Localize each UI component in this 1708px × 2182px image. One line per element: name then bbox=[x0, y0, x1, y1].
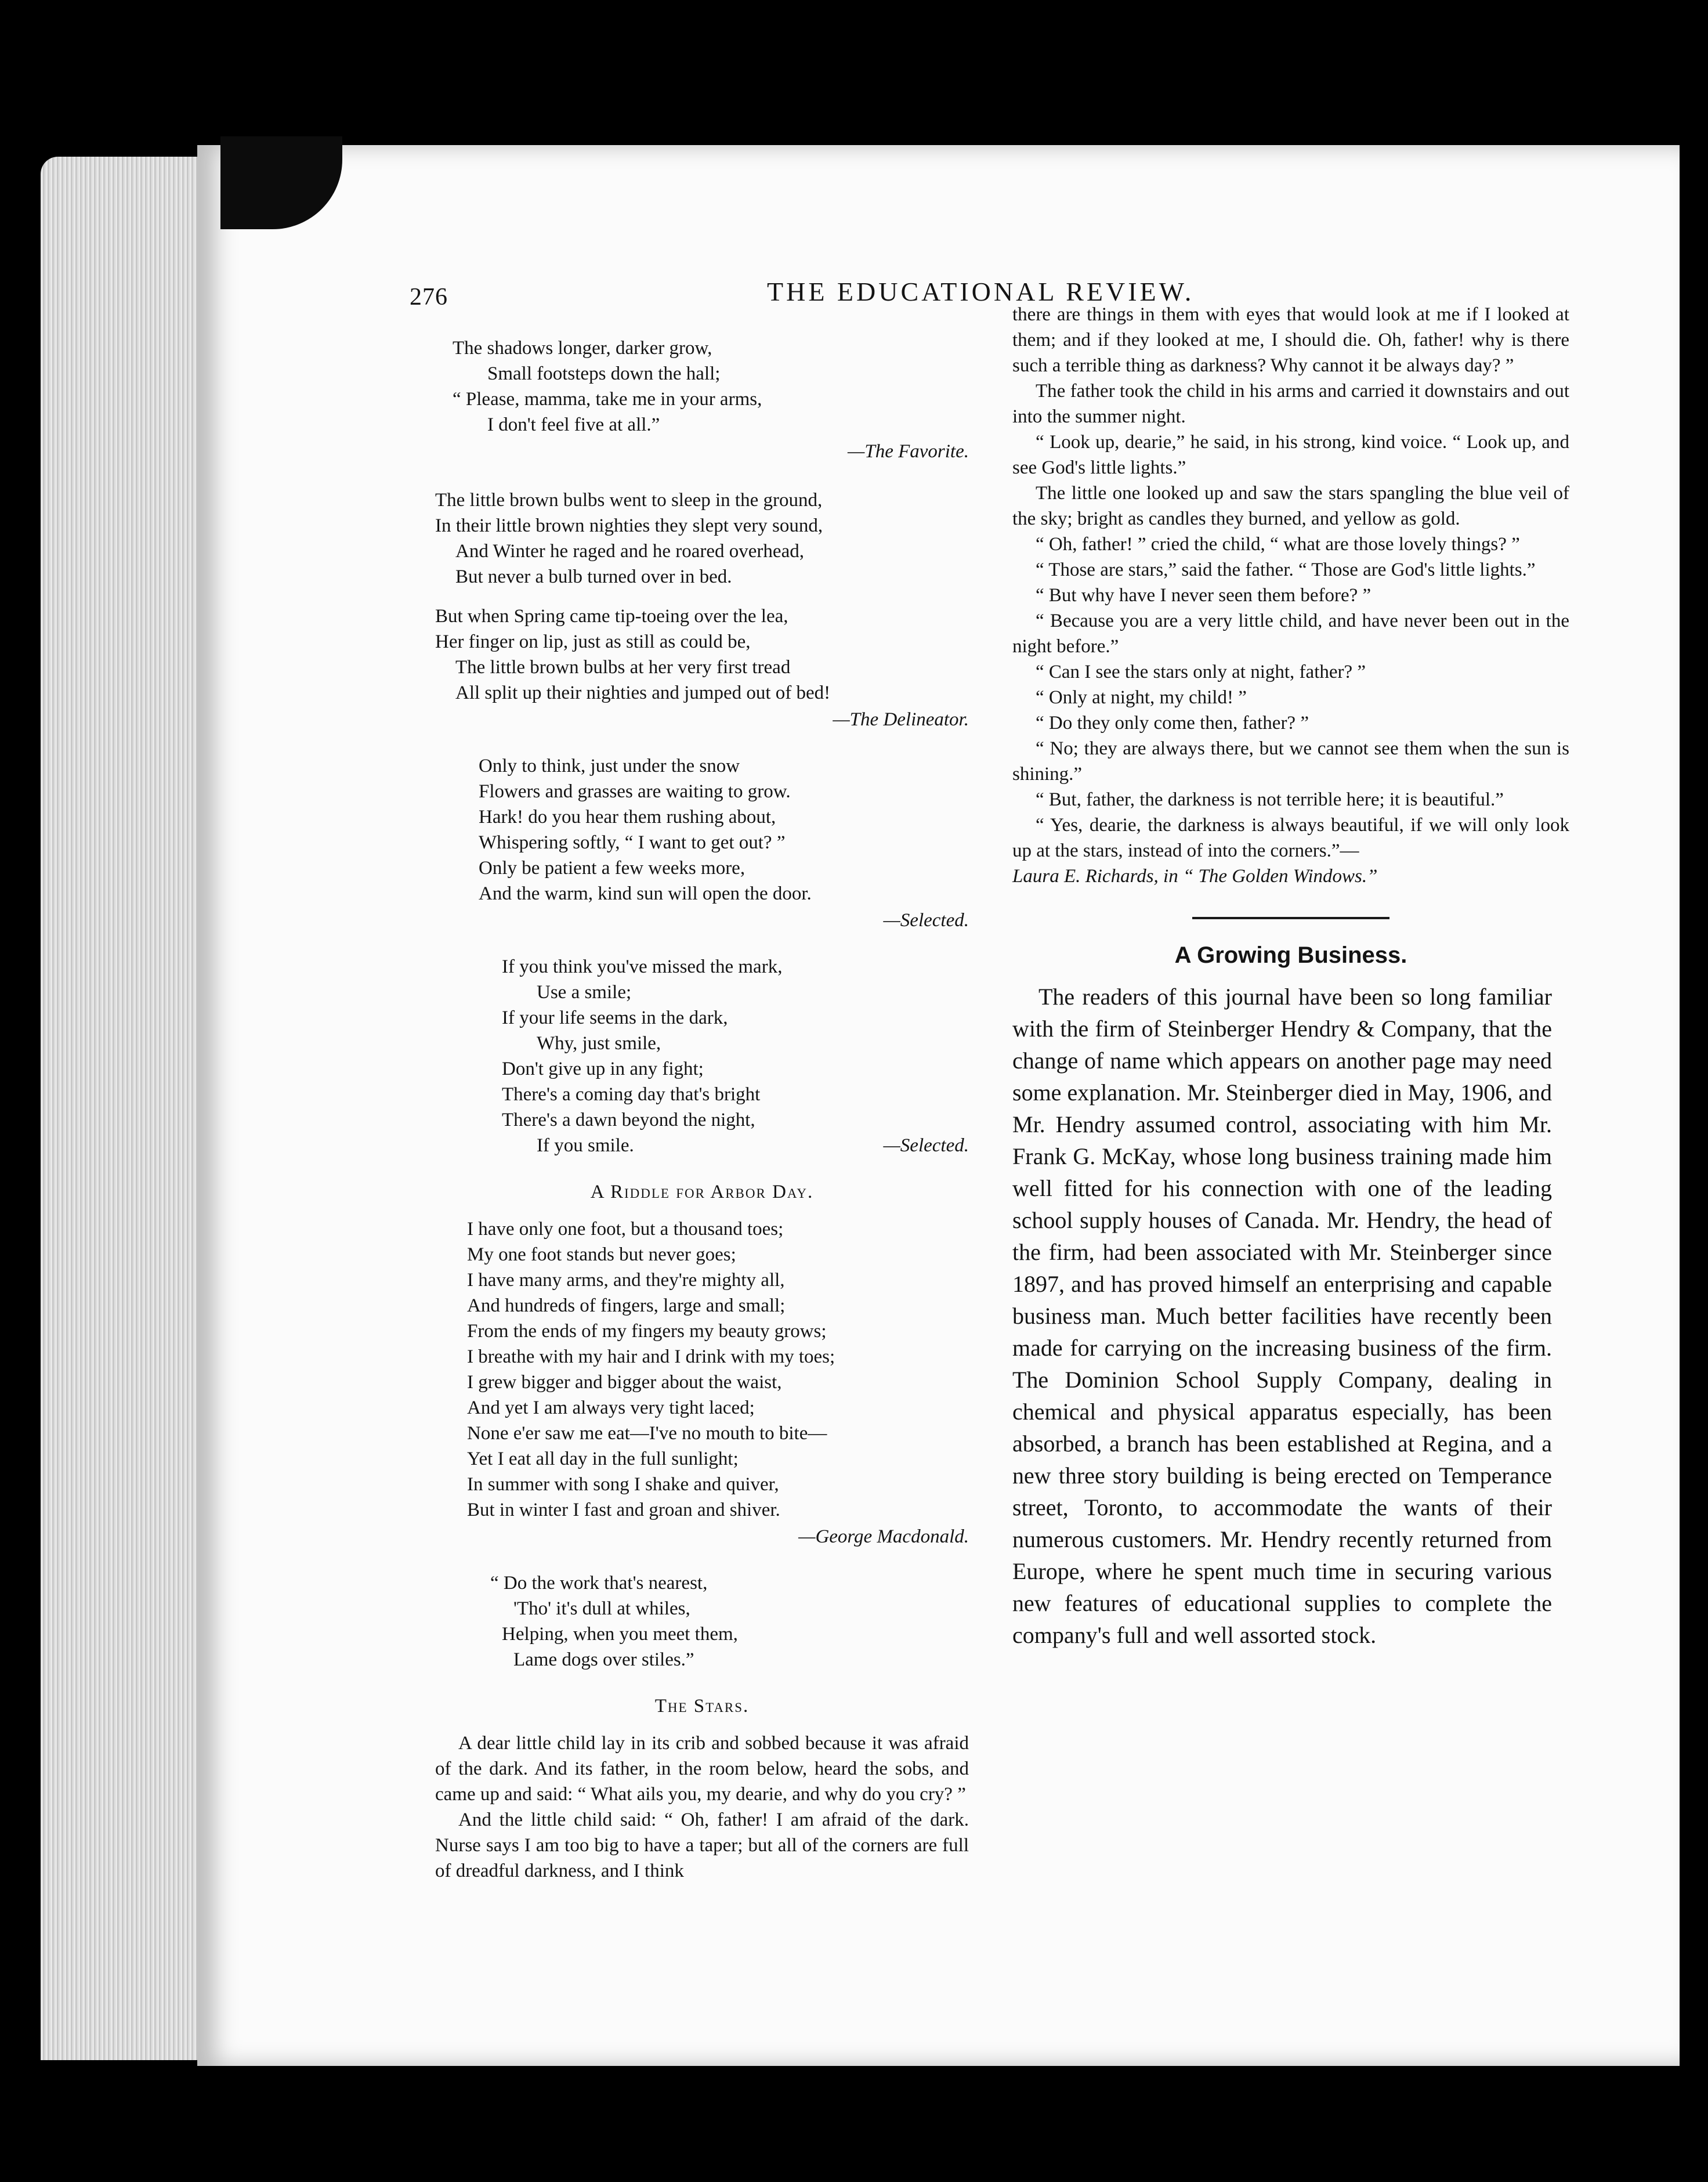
poem-line: Her finger on lip, just as still as could be, bbox=[435, 631, 751, 652]
poem-line: The little brown bulbs at her very first tread bbox=[455, 657, 791, 678]
poem-do-the-work bbox=[435, 1570, 969, 1672]
poem-line: Yet I eat all day in the full sunlight; bbox=[467, 1448, 739, 1469]
business-heading: A Growing Business. bbox=[1174, 942, 1407, 968]
stars-story bbox=[435, 1731, 969, 1884]
poem-line: All split up their nighties and jumped out of bed! bbox=[455, 682, 831, 703]
poem-line: And yet I am always very tight laced; bbox=[467, 1397, 755, 1418]
paragraph: A dear little child lay in its crib and sobbed because it was afraid of the dark. And its father, in the room below, heard the sobs, and came up and said: “ What ails you, my dearie, and why do you cry? ” bbox=[435, 1733, 969, 1805]
poem-use-a-smile bbox=[435, 954, 969, 1158]
stars-story-continued bbox=[1012, 302, 1569, 889]
poem-line: And the warm, kind sun will open the door. bbox=[479, 883, 812, 904]
poem-riddle bbox=[435, 1216, 969, 1549]
poem-line: Why, just smile, bbox=[537, 1033, 661, 1054]
paragraph: “ Do they only come then, father? ” bbox=[1036, 713, 1309, 734]
poem-line: I breathe with my hair and I drink with my toes; bbox=[467, 1346, 835, 1367]
paragraph: “ Can I see the stars only at night, father? ” bbox=[1036, 662, 1366, 682]
poem-line: If you think you've missed the mark, bbox=[502, 956, 783, 977]
paragraph: “ Oh, father! ” cried the child, “ what are those lovely things? ” bbox=[1036, 534, 1520, 555]
poem-line: There's a coming day that's bright bbox=[502, 1084, 761, 1105]
poem-line: There's a dawn beyond the night, bbox=[502, 1110, 755, 1130]
poem-line: But when Spring came tip-toeing over the lea, bbox=[435, 606, 788, 627]
poem-credit: —George Macdonald. bbox=[798, 1526, 969, 1547]
paragraph: “ But why have I never seen them before? ” bbox=[1036, 585, 1372, 606]
poem-line: The little brown bulbs went to sleep in the ground, bbox=[435, 490, 823, 511]
poem-line: And hundreds of fingers, large and small; bbox=[467, 1295, 786, 1316]
poem-line: Lame dogs over stiles.” bbox=[513, 1649, 694, 1670]
left-column bbox=[435, 335, 969, 1884]
paragraph: The little one looked up and saw the stars spangling the blue veil of the sky; bright as candles they burned, and yellow as gold. bbox=[1012, 483, 1569, 529]
paragraph: “ Only at night, my child! ” bbox=[1036, 687, 1247, 708]
poem-line: But never a bulb turned over in bed. bbox=[455, 566, 732, 587]
poem-line: Small footsteps down the hall; bbox=[487, 363, 721, 384]
page-number: 276 bbox=[410, 284, 448, 310]
paragraph: “ Look up, dearie,” he said, in his strong, kind voice. “ Look up, and see God's little lights.” bbox=[1012, 432, 1569, 478]
poem-line: Don't give up in any fight; bbox=[502, 1059, 704, 1079]
paragraph: “ Yes, dearie, the darkness is always beautiful, if we will only look up at the stars, instead of into the corners.”— bbox=[1012, 815, 1569, 861]
poem-line: Helping, when you meet them, bbox=[502, 1624, 738, 1645]
poem-line: I have many arms, and they're mighty all, bbox=[467, 1270, 785, 1291]
poem-line: I don't feel five at all.” bbox=[487, 414, 660, 435]
poem-line: 'Tho' it's dull at whiles, bbox=[513, 1598, 690, 1619]
paragraph: “ No; they are always there, but we cannot see them when the sun is shining.” bbox=[1012, 738, 1569, 785]
poem-line: I grew bigger and bigger about the waist, bbox=[467, 1372, 782, 1393]
poem-credit: —Selected. bbox=[883, 910, 969, 931]
paragraph: The father took the child in his arms and carried it downstairs and out into the summer night. bbox=[1012, 381, 1569, 427]
paragraph: The readers of this journal have been so long familiar with the firm of Steinberger Hendry & Company, that the change of name which appears on another page may need some explanation. Mr. Steinberger died in May, 1906, and Mr. Hendry assumed control, associating with him Mr. Frank G. McKay, whose long business training made him well fitted for his connection with one of the leading school supply houses of Canada. Mr. Hendry, the head of the firm, had been associated with Mr. Steinberger since 1897, and has proved himself an enterprising and capable business man. Much better facilities have recently been made for carrying on the increasing business of the firm. The Dominion School Supply Company, dealing in chemical and physical apparatus especially, has been absorbed, a branch has been established at Regina, and a new three story building is being erected on Temperance street, Toronto, to accommodate the wants of their numerous customers. Mr. Hendry recently returned from Europe, where he spent much time in securing various new features of educational supplies to complete the company's full and well assorted stock. bbox=[1012, 984, 1552, 1648]
poem-line: But in winter I fast and groan and shiver. bbox=[467, 1500, 780, 1520]
paragraph: And the little child said: “ Oh, father! I am afraid of the dark. Nurse says I am too big to have a taper; but all of the corners are full of dreadful darkness, and I think bbox=[435, 1809, 969, 1881]
poem-line: I have only one foot, but a thousand toes; bbox=[467, 1219, 784, 1240]
poem-under-the-snow bbox=[435, 753, 969, 933]
riddle-heading: A Riddle for Arbor Day. bbox=[590, 1182, 814, 1202]
journal-title: THE EDUCATIONAL REVIEW. bbox=[767, 277, 1195, 306]
stars-heading: The Stars. bbox=[654, 1696, 750, 1717]
poem-line: Use a smile; bbox=[537, 982, 632, 1003]
poem-credit: —The Delineator. bbox=[833, 709, 969, 730]
paragraph: “ Those are stars,” said the father. “ Those are God's little lights.” bbox=[1036, 559, 1536, 580]
poem-line: My one foot stands but never goes; bbox=[467, 1244, 736, 1265]
poem-line: “ Do the work that's nearest, bbox=[490, 1573, 708, 1594]
poem-line: Hark! do you hear them rushing about, bbox=[479, 807, 776, 828]
poem-line: The shadows longer, darker grow, bbox=[453, 338, 712, 359]
poem-line: If you smile. bbox=[537, 1135, 634, 1156]
poem-line: In summer with song I shake and quiver, bbox=[467, 1474, 779, 1495]
poem-line: If your life seems in the dark, bbox=[502, 1007, 728, 1028]
right-column bbox=[1012, 302, 1569, 1651]
poem-line: And Winter he raged and he roared overhead, bbox=[455, 541, 804, 562]
business-article bbox=[1012, 981, 1569, 1651]
poem-credit: —Selected. bbox=[883, 1135, 969, 1156]
poem-line: Only be patient a few weeks more, bbox=[479, 858, 746, 879]
poem-line: Only to think, just under the snow bbox=[479, 756, 740, 776]
poem-line: From the ends of my fingers my beauty grows; bbox=[467, 1321, 827, 1342]
paragraph: there are things in them with eyes that would look at me if I looked at them; and if they looked at me, I should die. Oh, father! why is there such a terrible thing as darkness? Why cannot it be always day? ” bbox=[1012, 304, 1569, 376]
poem-line: In their little brown nighties they slept very sound, bbox=[435, 515, 823, 536]
poem-credit: —The Favorite. bbox=[848, 441, 969, 462]
section-divider bbox=[1192, 917, 1389, 919]
story-attribution: Laura E. Richards, in “ The Golden Windows.” bbox=[1012, 866, 1378, 887]
paragraph: “ Because you are a very little child, and have never been out in the night before.” bbox=[1012, 610, 1569, 657]
poem-line: Whispering softly, “ I want to get out? ” bbox=[479, 832, 786, 853]
poem-brown-bulbs bbox=[435, 487, 969, 732]
poem-line: “ Please, mamma, take me in your arms, bbox=[453, 389, 762, 410]
poem-line: Flowers and grasses are waiting to grow. bbox=[479, 781, 791, 802]
book-page-edges bbox=[41, 157, 209, 2060]
poem-line: None e'er saw me eat—I've no mouth to bite— bbox=[467, 1423, 827, 1444]
paragraph: “ But, father, the darkness is not terrible here; it is beautiful.” bbox=[1036, 789, 1504, 810]
poem-shadows bbox=[435, 335, 969, 464]
